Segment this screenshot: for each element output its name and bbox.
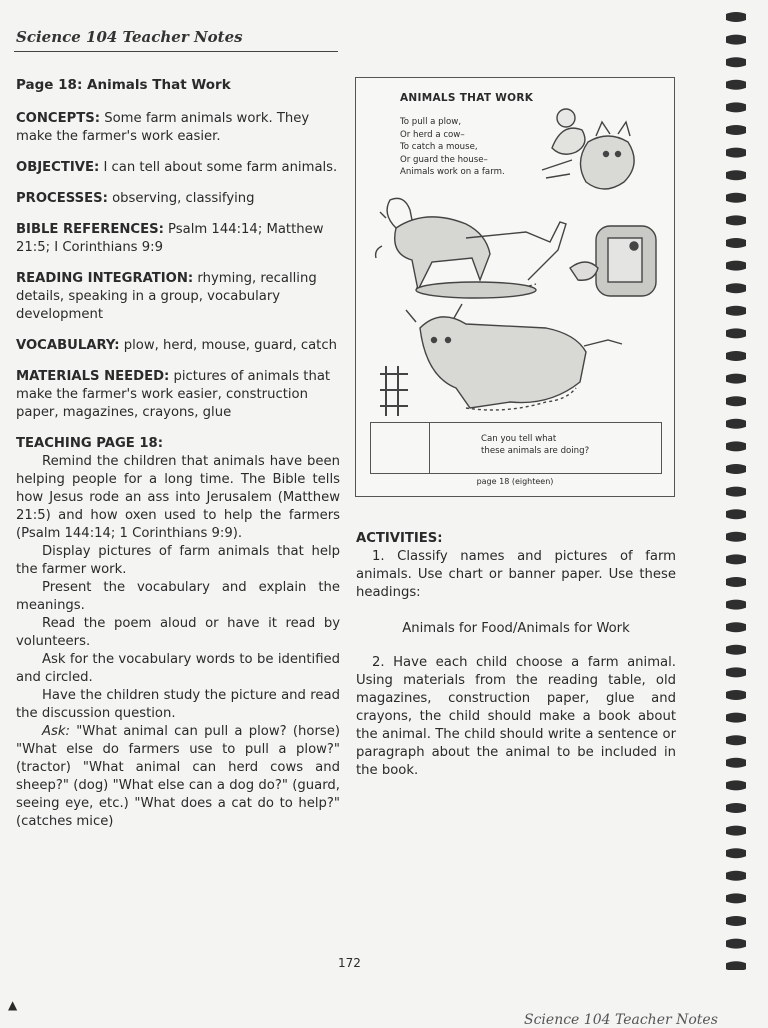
ask-text: "What animal can pull a plow? (horse) "What else do farmers use to pull a plow?" (tractor) "What animal can herd cows and sheep?" (dog) "What else can a dog do?" (guard, seeing eye, etc.) "What does a cat do to help?" (catches mice)	[16, 724, 340, 829]
vocabulary-section	[16, 337, 340, 355]
header-rule	[14, 51, 338, 52]
activity-1: 1. Classify names and pictures of farm animals. Use chart or banner paper. Use these headings:	[356, 549, 676, 600]
activities-label: ACTIVITIES:	[356, 531, 443, 546]
right-column	[356, 530, 676, 780]
materials-text: pictures of animals that make the farmer's work easier, construction paper, magazines, crayons, glue	[16, 369, 331, 420]
objective-label: OBJECTIVE:	[16, 160, 100, 175]
teaching-paragraph: Remind the children that animals have been helping people for a long time. The Bible tells how Jesus rode an ass into Jerusalem (Matthew 21:5) and how oxen used to help the farmers (Psalm 144:14; 1 Corinthians 9:9).	[16, 454, 340, 541]
question-box-divider	[429, 423, 430, 473]
horse-and-plow-drawing	[376, 198, 566, 298]
vocabulary-text: plow, herd, mouse, guard, catch	[119, 338, 337, 353]
reading-label: READING INTEGRATION:	[16, 271, 194, 286]
teaching-paragraph: Display pictures of farm animals that help the farmer work.	[16, 544, 340, 577]
objective-text: I can tell about some farm animals.	[99, 160, 338, 175]
figure-title: ANIMALS THAT WORK	[400, 92, 534, 104]
vocabulary-label: VOCABULARY:	[16, 338, 120, 353]
question-line: these animals are doing?	[481, 446, 590, 456]
bible-label: BIBLE REFERENCES:	[16, 222, 164, 237]
materials-section	[16, 368, 340, 422]
processes-text: observing, classifying	[107, 191, 255, 206]
processes-section	[16, 190, 340, 208]
poem-line: Or herd a cow–	[400, 129, 465, 140]
discussion-question	[481, 433, 589, 457]
cow-running-drawing	[380, 304, 622, 416]
teaching-section	[16, 435, 340, 831]
figure-caption: page 18 (eighteen)	[476, 477, 554, 486]
teaching-paragraph: Have the children study the picture and read the discussion question.	[16, 688, 340, 721]
poem-line: Animals work on a farm.	[400, 167, 505, 177]
question-box	[370, 422, 662, 474]
question-line: Can you tell what	[481, 434, 557, 444]
reading-text: rhyming, recalling details, speaking in a group, vocabulary development	[16, 271, 317, 322]
left-column	[16, 76, 340, 831]
cat-and-mouse-drawing	[542, 109, 634, 189]
materials-label: MATERIALS NEEDED:	[16, 369, 170, 384]
student-page-figure	[355, 77, 675, 497]
teaching-paragraph: Present the vocabulary and explain the meanings.	[16, 580, 340, 613]
poem	[400, 116, 505, 179]
activity-headings: Animals for Food/Animals for Work	[402, 621, 630, 636]
poem-line: To catch a mouse,	[400, 142, 478, 152]
header-title: Science 104 Teacher Notes	[16, 28, 243, 46]
teaching-paragraph: Ask for the vocabulary words to be identified and circled.	[16, 652, 340, 685]
footer-title: Science 104 Teacher Notes	[524, 1012, 718, 1028]
ask-paragraph	[16, 723, 340, 831]
teaching-paragraph: Read the poem aloud or have it read by volunteers.	[16, 616, 340, 649]
poem-line: Or guard the house–	[400, 154, 488, 165]
ask-label: Ask:	[42, 724, 70, 739]
bible-section	[16, 221, 340, 257]
corner-mark-icon: ▲	[8, 998, 18, 1012]
processes-label: PROCESSES:	[16, 191, 108, 206]
concepts-label: CONCEPTS:	[16, 111, 101, 126]
reading-section	[16, 270, 340, 324]
page-title: Page 18: Animals That Work	[16, 77, 231, 93]
concepts-text: Some farm animals work. They make the farmer's work easier.	[16, 111, 310, 144]
bible-text: Psalm 144:14; Matthew 21:5; I Corinthians 9:9	[16, 222, 324, 255]
objective-section	[16, 159, 340, 177]
poem-line: To pull a plow,	[400, 117, 462, 127]
spiral-binding-icon	[722, 10, 752, 970]
concepts-section	[16, 110, 340, 146]
dog-at-door-drawing	[570, 226, 656, 296]
page-number: 172	[338, 956, 361, 970]
activity-2: 2. Have each child choose a farm animal. Using materials from the reading table, old magazines, construction paper, glue and crayons, the child should make a book about the animal. The child should write a sentence or paragraph about the animal to be included in the book.	[356, 655, 676, 778]
teaching-label: TEACHING PAGE 18:	[16, 436, 163, 451]
